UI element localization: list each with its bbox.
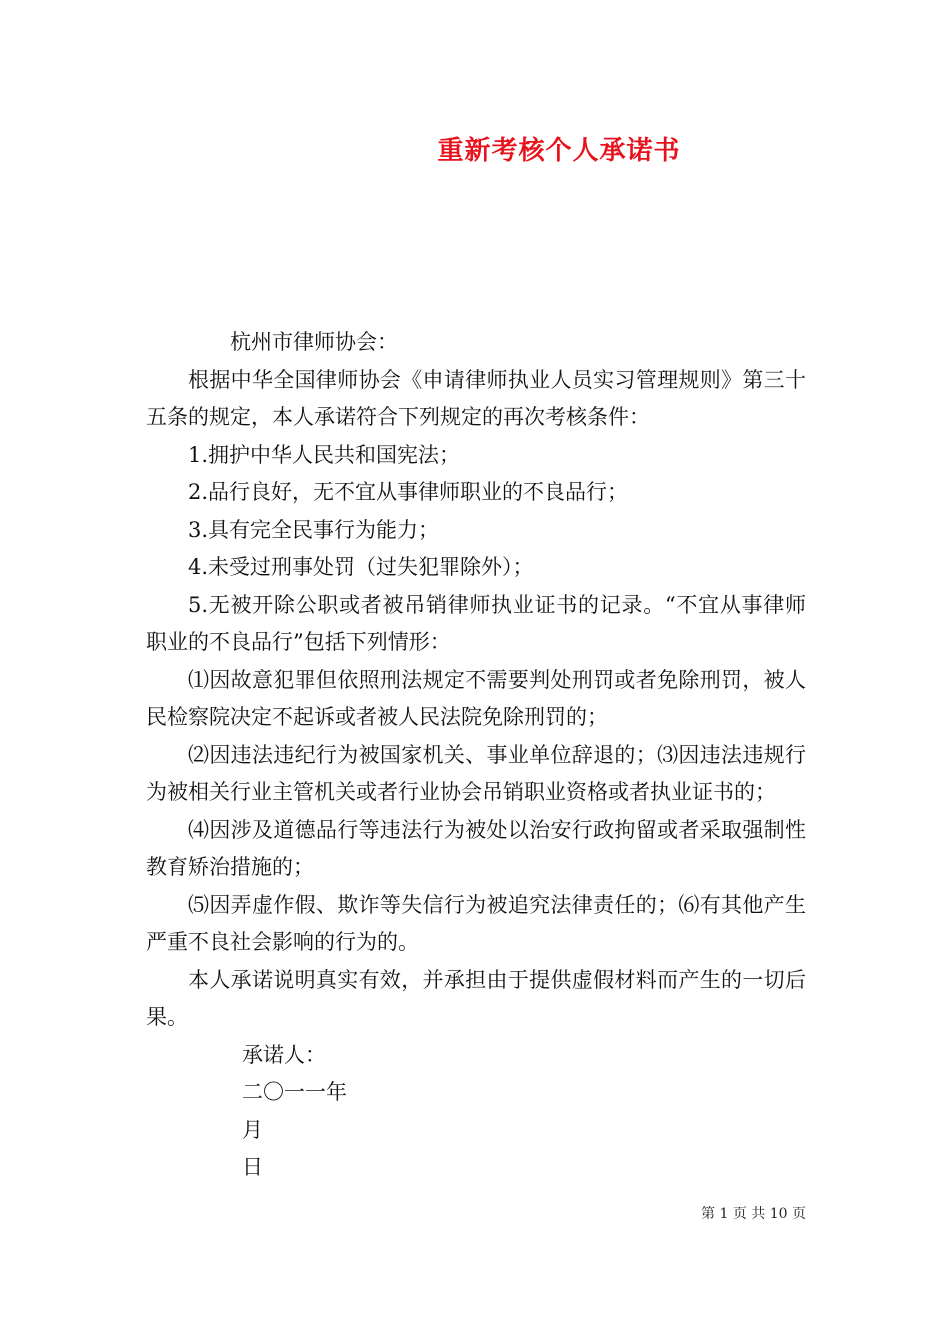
- document-title: 重新考核个人承诺书: [437, 136, 681, 166]
- paragraph-intro: 根据中华全国律师协会《申请律师执业人员实习管理规则》第三十五条的规定，本人承诺符合下列规定的再次考核条件：: [146, 367, 806, 429]
- signature-month: 月: [242, 1117, 263, 1142]
- condition-4: 4.未受过刑事处罚（过失犯罪除外）；: [188, 555, 534, 579]
- situation-1: ⑴因故意犯罪但依照刑法规定不需要判处刑罚或者免除刑罚，被人民检察院决定不起诉或者被人民法院免除刑罚的；: [146, 667, 806, 729]
- signature-day: 日: [242, 1155, 263, 1179]
- pledge-statement: 本人承诺说明真实有效，并承担由于提供虚假材料而产生的一切后果。: [146, 967, 806, 1029]
- situation-4: ⑷因涉及道德品行等违法行为被处以治安行政拘留或者采取强制性教育矫治措施的；: [146, 817, 806, 879]
- page-number-footer: 第 1 页 共 10 页: [701, 1206, 806, 1222]
- addressee: 杭州市律师协会：: [230, 330, 398, 354]
- condition-1: 1.拥护中华人民共和国宪法；: [188, 442, 461, 467]
- document-body: [146, 324, 806, 1187]
- situation-5-6: ⑸因弄虚作假、欺诈等失信行为被追究法律责任的；⑹有其他产生严重不良社会影响的行为的。: [146, 892, 806, 954]
- condition-5: 5.无被开除公职或者被吊销律师执业证书的记录。“不宜从事律师职业的不良品行”包括下列情形：: [146, 592, 806, 654]
- signature-year: 二〇一一年: [242, 1080, 347, 1104]
- condition-2: 2.品行良好，无不宜从事律师职业的不良品行；: [188, 480, 629, 504]
- signature-label: 承诺人：: [242, 1042, 326, 1067]
- condition-3: 3.具有完全民事行为能力；: [188, 517, 440, 542]
- situation-2-3: ⑵因违法违纪行为被国家机关、事业单位辞退的；⑶因违法违规行为被相关行业主管机关或者行业协会吊销职业资格或者执业证书的；: [146, 742, 806, 804]
